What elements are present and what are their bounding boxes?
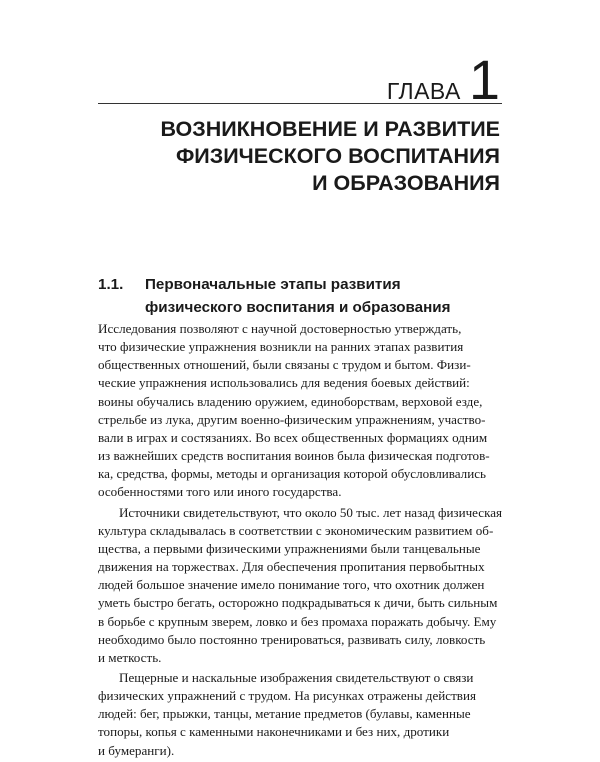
paragraph-1 [98,320,502,502]
text-line: стрельбе из лука, другим военно-физическим упражнениям, участво- [98,411,486,427]
text-line: движения на торжествах. Для обеспечения пропитания первобытных [98,559,485,575]
section-title-line: Первоначальные этапы развития [145,276,401,293]
text-line: и меткость. [98,649,162,665]
text-line: топоры, копья с каменными наконечниками и без них, дротики [98,724,450,740]
text-line: ческие упражнения использовались для ведения боевых действий: [98,375,470,391]
text-line: Пещерные и наскальные изображения свидетельствуют о связи [119,669,474,685]
text-line: физических упражнений с трудом. На рисунках отражены действия [98,688,477,704]
text-line: общественных отношений, были связаны с трудом и бытом. Физи- [98,357,471,373]
text-line: и бумеранги). [98,742,175,758]
text-line: людей: бег, прыжки, танцы, метание предметов (булавы, каменные [98,706,471,722]
chapter-number: 1 [468,48,500,111]
text-line: Исследования позволяют с научной достоверностью утверждать, [98,321,462,336]
text-line: что физические упражнения возникли на ранних этапах развития [98,339,464,355]
chapter-label [386,48,500,111]
paragraph-2 [98,504,502,667]
chapter-title-line: ВОЗНИКНОВЕНИЕ И РАЗВИТИЕ [160,117,500,141]
paragraph-3 [98,669,502,760]
text-line: вали в играх и состязаниях. Во всех общественных формациях одним [98,429,488,445]
text-line: культура складывалась в соответствии с экономическим развитием об- [98,522,494,538]
text-line: щества, а первыми физическими упражнениями были танцевальные [98,540,481,556]
text-line: воины обучались владению оружием, единоборствам, верховой езде, [98,393,483,409]
body-text [98,320,502,762]
chapter-title-line: ФИЗИЧЕСКОГО ВОСПИТАНИЯ [175,144,500,168]
section-title [145,273,451,319]
text-line: уметь быстро бегать, осторожно подкрадываться к дичи, быть сильным [98,595,498,611]
chapter-title-line: И ОБРАЗОВАНИЯ [312,171,500,195]
chapter-word: ГЛАВА [386,78,461,104]
section-heading [98,273,508,319]
text-line: Источники свидетельствуют, что около 50 тыс. лет назад физическая [119,504,503,520]
text-line: необходимо было постоянно тренироваться, развивать силу, ловкость [98,631,486,647]
text-line: в борьбе с крупным зверем, ловко и без промаха поражать добычу. Ему [98,613,497,629]
text-line: людей большое значение имело понимание того, что охотник должен [98,577,485,593]
section-number: 1.1. [98,276,124,293]
text-line: из важнейших средств воспитания воинов была физическая подготов- [98,448,490,464]
section-title-line: физического воспитания и образования [145,299,451,316]
chapter-title [80,116,500,197]
text-line: особенностями того или иного государства. [98,484,342,500]
text-line: ка, средства, формы, методы и организация которой обусловливались [98,466,487,482]
header-rule [98,103,502,104]
